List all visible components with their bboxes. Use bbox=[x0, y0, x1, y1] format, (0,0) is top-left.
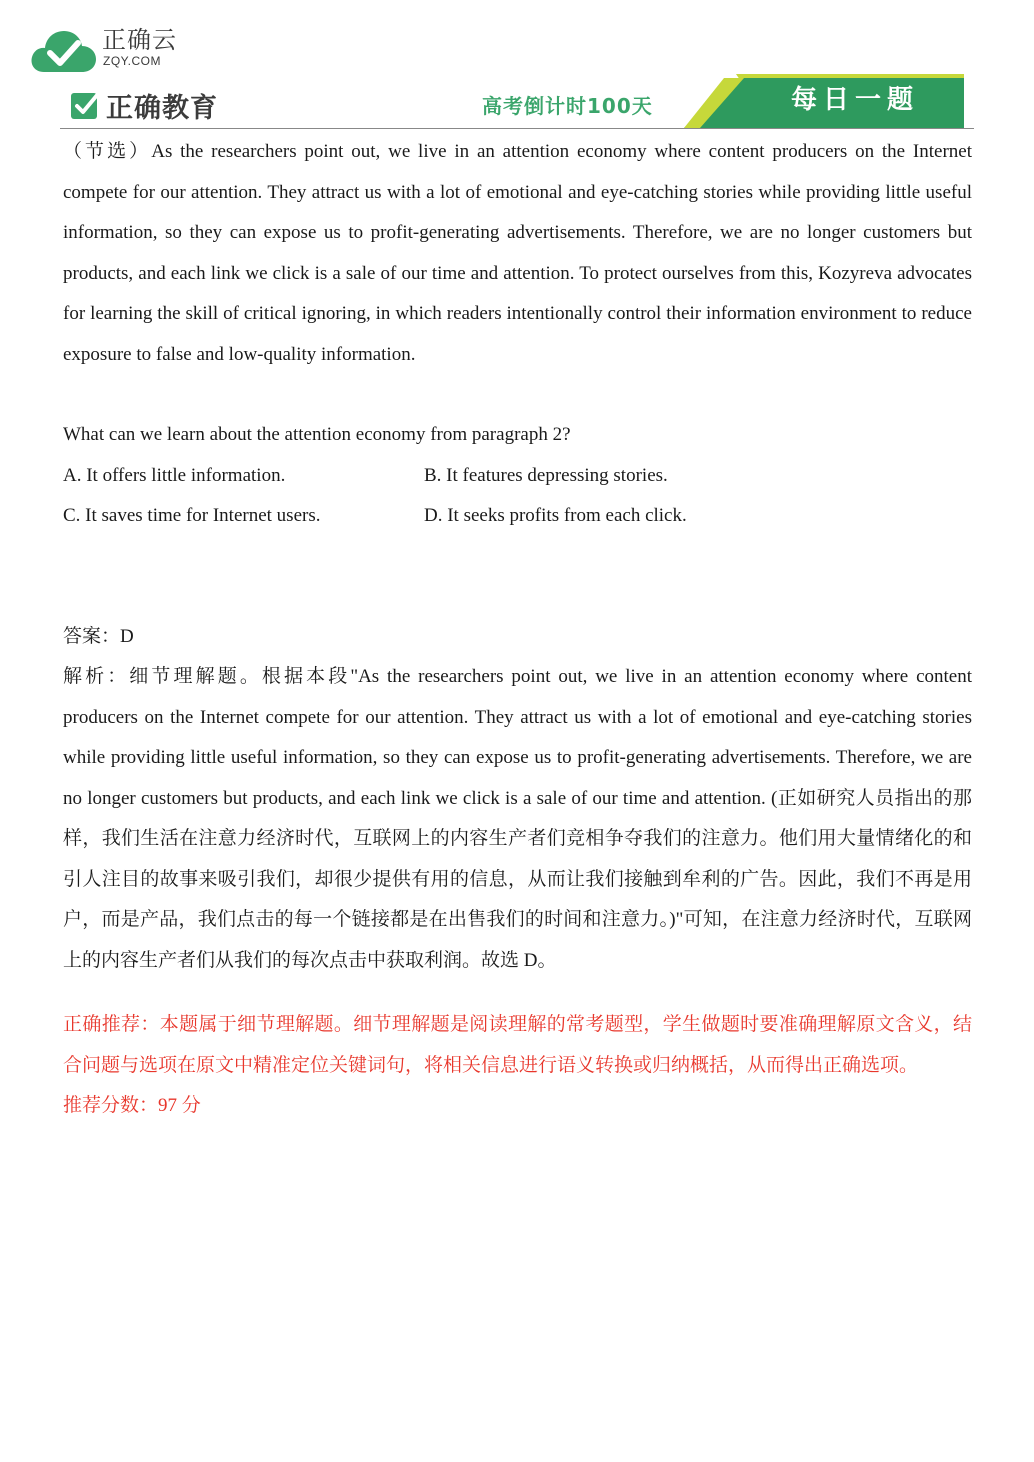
options-grid bbox=[63, 456, 972, 537]
cloud-check-icon bbox=[30, 28, 98, 74]
zqy-logo bbox=[30, 24, 190, 74]
edu-brand-name: 正确教育 bbox=[106, 92, 218, 124]
option-d: D. It seeks profits from each click. bbox=[424, 505, 687, 526]
banner-title: 每日一题 bbox=[790, 85, 919, 115]
option-c: C. It saves time for Internet users. bbox=[63, 505, 321, 526]
document-body bbox=[63, 132, 972, 1127]
checkbox-logo-icon bbox=[70, 90, 100, 120]
recommendation-text: 正确推荐：本题属于细节理解题。细节理解题是阅读理解的常考题型，学生做题时要准确理解原文含义，结合问题与选项在原文中精准定位关键词句，将相关信息进行语义转换或归纳概括，从而得出正确选项。 bbox=[63, 1014, 972, 1076]
logo-chinese-name: 正确云 bbox=[102, 26, 177, 54]
logo-domain: ZQY.COM bbox=[103, 54, 161, 68]
daily-question-banner bbox=[684, 74, 964, 128]
edu-brand bbox=[70, 88, 218, 122]
passage-text: （节选）As the researchers point out, we live in an attention economy where content producers on the Internet compete for our attention. They attract us with a lot of emotional and eye-catching stories while providing little useful information, so they can expose us to profit-generating advertisements. Therefore, we are no longer customers but products, and each link we click is a sale of our time and attention. To protect ourselves from this, Kozyreva advocates for learning the skill of critical ignoring, in which readers intentionally control their information environment to reduce exposure to false and low-quality information. bbox=[63, 141, 972, 365]
question-text: What can we learn about the attention economy from paragraph 2? bbox=[63, 424, 571, 445]
score-text: 推荐分数：97 分 bbox=[63, 1095, 201, 1116]
analysis-text: 解析：细节理解题。根据本段"As the researchers point out, we live in an attention economy where content producers on the Internet compete for our attention. They attract us with a lot of emotional and eye-catching stories while providing little useful information, so they can expose us to profit-generating advertisements. Therefore, we are no longer customers but products, and each link we click is a sale of our time and attention. (正如研究人员指出的那样，我们生活在注意力经济时代，互联网上的内容生产者们竞相争夺我们的注意力。他们用大量情绪化的和引人注目的故事来吸引我们，却很少提供有用的信息，从而让我们接触到牟利的广告。因此，我们不再是用户，而是产品，我们点击的每一个链接都是在出售我们的时间和注意力。)"可知，在注意力经济时代，互联网上的内容生产者们从我们的每次点击中获取利润。故选 D。 bbox=[63, 666, 972, 971]
option-a: A. It offers little information. bbox=[63, 464, 286, 486]
answer-text: 答案：D bbox=[63, 625, 134, 647]
countdown-label: 高考倒计时100天 bbox=[482, 94, 653, 118]
header-divider bbox=[60, 128, 974, 129]
option-b: B. It features depressing stories. bbox=[424, 464, 668, 486]
